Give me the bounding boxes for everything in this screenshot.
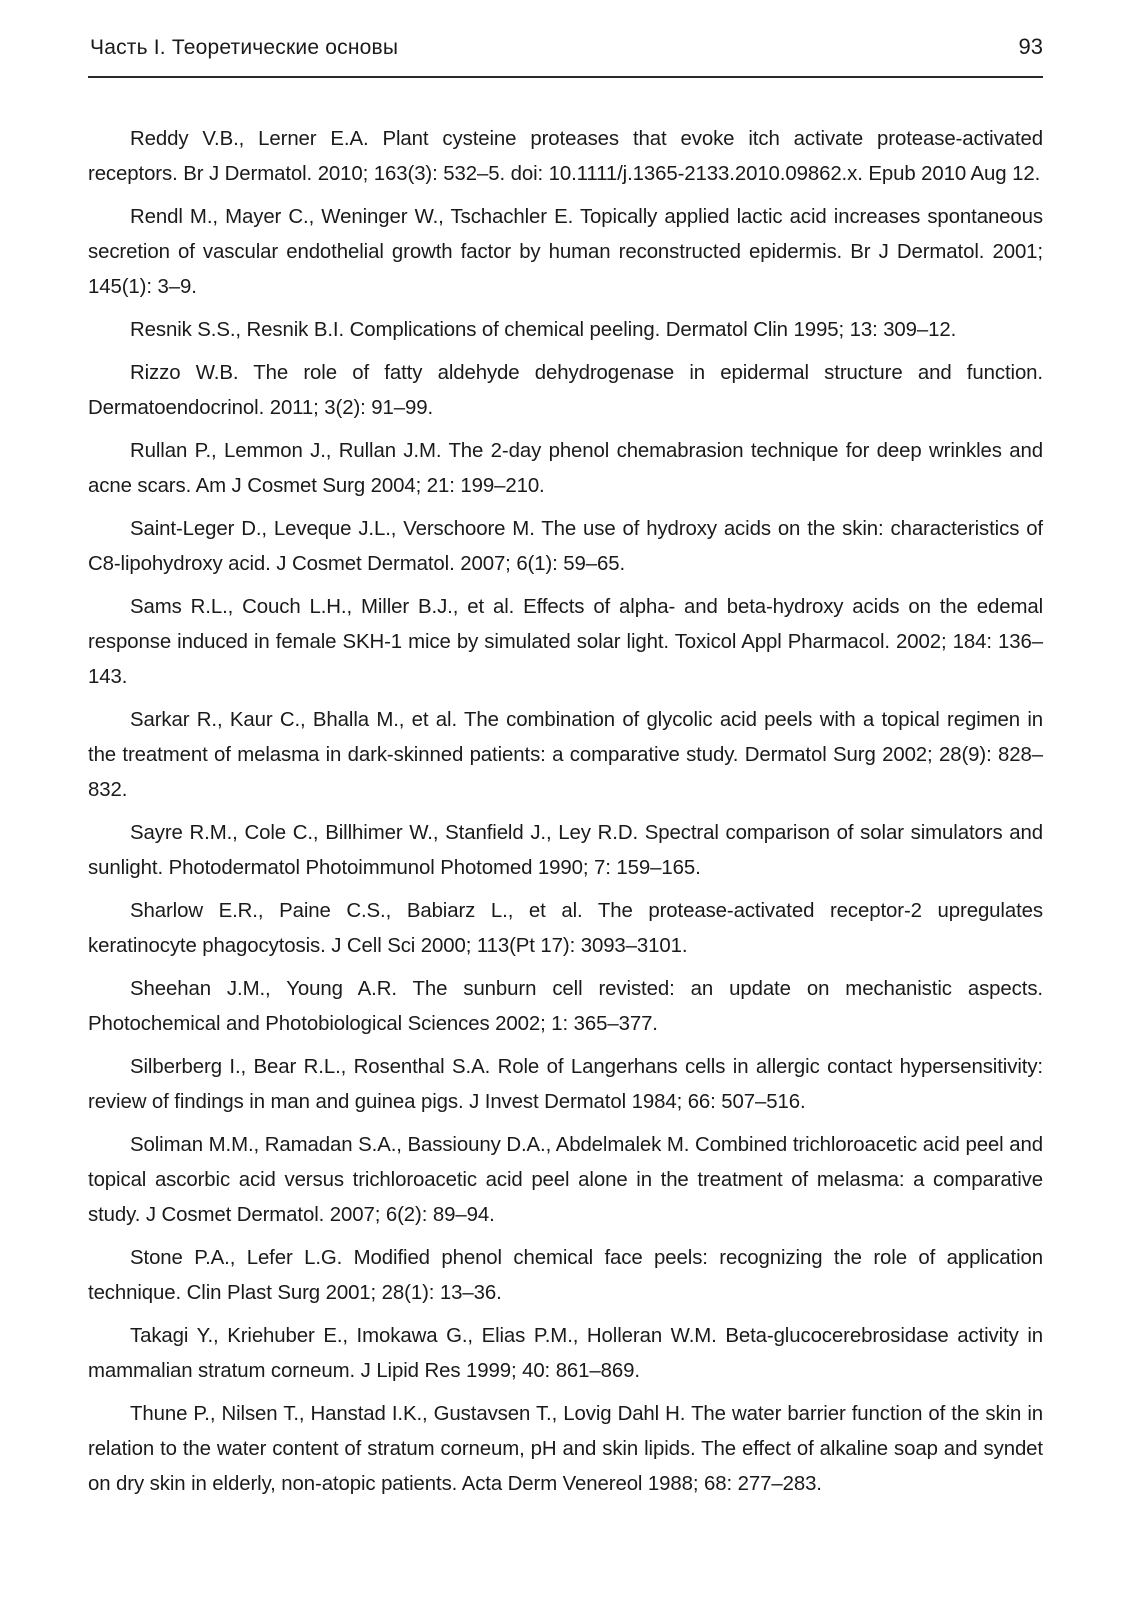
reference-item: Thune P., Nilsen T., Hanstad I.K., Gustavsen T., Lovig Dahl H. The water barrier function of the skin in relation to the water content of stratum corneum, pH and skin lipids. The effect of alkaline soap and syndet on dry skin in elderly, non-atopic patients. Acta Derm Venereol 1988; 68: 277–283. <box>88 1403 1043 1495</box>
reference-item: Sams R.L., Couch L.H., Miller B.J., et al. Effects of alpha- and beta-hydroxy acids on the edemal response induced in female SKH-1 mice by simulated solar light. Toxicol Appl Pharmacol. 2002; 184: 136–143. <box>88 596 1043 688</box>
reference-item: Soliman M.M., Ramadan S.A., Bassiouny D.A., Abdelmalek M. Combined trichloroacetic acid peel and topical ascorbic acid versus trichloroacetic acid peel alone in the treatment of melasma: a comparative study. J Cosmet Dermatol. 2007; 6(2): 89–94. <box>88 1134 1043 1226</box>
reference-item: Rizzo W.B. The role of fatty aldehyde dehydrogenase in epidermal structure and function. Dermatoendocrinol. 2011; 3(2): 91–99. <box>88 362 1043 419</box>
reference-item: Silberberg I., Bear R.L., Rosenthal S.A. Role of Langerhans cells in allergic contact hypersensitivity: review of findings in man and guinea pigs. J Invest Dermatol 1984; 66: 507–516. <box>88 1056 1043 1113</box>
reference-item: Rendl M., Mayer C., Weninger W., Tschachler E. Topically applied lactic acid increases spontaneous secretion of vascular endothelial growth factor by human reconstructed epidermis. Br J Dermatol. 2001; 145(1): 3–9. <box>88 206 1043 298</box>
reference-item: Stone P.A., Lefer L.G. Modified phenol chemical face peels: recognizing the role of application technique. Clin Plast Surg 2001; 28(1): 13–36. <box>88 1247 1043 1304</box>
reference-item: Sayre R.M., Cole C., Billhimer W., Stanfield J., Ley R.D. Spectral comparison of solar simulators and sunlight. Photodermatol Photoimmunol Photomed 1990; 7: 159–165. <box>88 822 1043 879</box>
reference-item: Rullan P., Lemmon J., Rullan J.M. The 2-day phenol chemabrasion technique for deep wrinkles and acne scars. Am J Cosmet Surg 2004; 21: 199–210. <box>88 440 1043 497</box>
reference-item: Resnik S.S., Resnik B.I. Complications of chemical peeling. Dermatol Clin 1995; 13: 309–12. <box>130 319 957 341</box>
reference-item: Takagi Y., Kriehuber E., Imokawa G., Elias P.M., Holleran W.M. Beta-glucocerebrosidase activity in mammalian stratum corneum. J Lipid Res 1999; 40: 861–869. <box>88 1325 1043 1382</box>
page-number: 93 <box>1018 34 1043 59</box>
page-header <box>88 34 1043 78</box>
reference-item: Reddy V.B., Lerner E.A. Plant cysteine proteases that evoke itch activate protease-activated receptors. Br J Dermatol. 2010; 163(3): 532–5. doi: 10.1111/j.1365-2133.2010.09862.x. Epub 2010 Aug 12. <box>88 128 1043 185</box>
reference-item: Sarkar R., Kaur C., Bhalla M., et al. The combination of glycolic acid peels with a topical regimen in the treatment of melasma in dark-skinned patients: a comparative study. Dermatol Surg 2002; 28(9): 828–832. <box>88 709 1043 801</box>
reference-item: Sharlow E.R., Paine C.S., Babiarz L., et al. The protease-activated receptor-2 upregulates keratinocyte phagocytosis. J Cell Sci 2000; 113(Pt 17): 3093–3101. <box>88 900 1043 957</box>
running-header-title: Часть I. Теоретические основы <box>90 36 399 59</box>
reference-item: Saint-Leger D., Leveque J.L., Verschoore M. The use of hydroxy acids on the skin: characteristics of C8-lipohydroxy acid. J Cosmet Dermatol. 2007; 6(1): 59–65. <box>88 518 1043 575</box>
reference-item: Sheehan J.M., Young A.R. The sunburn cell revisted: an update on mechanistic aspects. Photochemical and Photobiological Sciences 2002; 1: 365–377. <box>88 978 1043 1035</box>
reference-list <box>88 122 1043 1510</box>
